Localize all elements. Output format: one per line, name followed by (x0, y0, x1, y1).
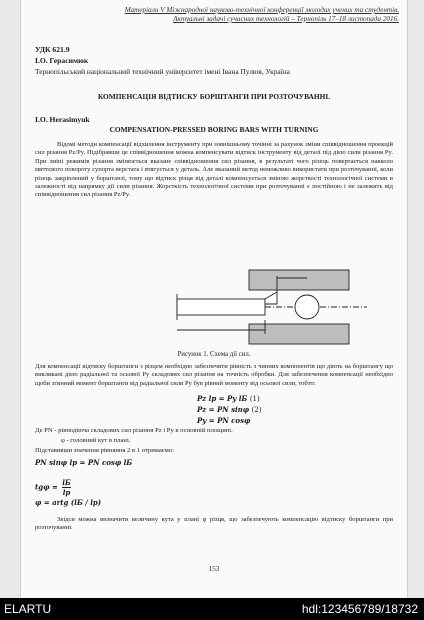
paragraph-conclusion: Звідси можна визначити величину кута у плані φ різця, що забезпечують компенсацію відтиску борштанги при розточуванні. (35, 516, 393, 532)
formula-1-number: (1) (249, 395, 260, 403)
page-number: 153 (208, 565, 220, 573)
figure-caption: Рисунок 1. Схема дії сил. (177, 351, 251, 358)
author-en: I.O. Herasimyuk (35, 115, 90, 124)
formula-1 (197, 394, 260, 403)
formula-1-expr: Pz lp = Py lБ (197, 394, 248, 403)
header-line-2: Актуальні задачі сучасних технологій – Тернопіль 17–18 листопада 2016. (173, 15, 399, 23)
text-phi: φ - головний кут в плані. (61, 437, 131, 444)
footer-bar (0, 598, 424, 620)
paper-page (20, 0, 408, 598)
affiliation: Тернопільський національний технічний університет імені Івана Пулюя, Україна (35, 67, 290, 76)
udk-code: УДК 621.9 (35, 45, 70, 54)
footer-handle[interactable]: hdl:123456789/18732 (301, 602, 418, 616)
formula-5 (35, 478, 71, 497)
boring-bar (177, 299, 265, 315)
footer-repository[interactable]: ELARTU (4, 602, 52, 616)
formula-2 (197, 405, 261, 414)
formula-3: Py = PN cosφ (197, 416, 251, 425)
bore-circle (295, 295, 319, 319)
formula-4: PN sinφ lp = PN cosφ lБ (35, 458, 133, 467)
formula-5-fraction (62, 478, 71, 497)
formula-5-denominator: lp (62, 488, 71, 497)
paragraph-compensation: Для компенсації відтиску борштанги з різцем необхідно забезпечити рівність з чинних компонентів що діють на борштангу що викликані дією радіальної та осьової Py складових сил різання на точність обробки. Для забезпечення компенсації необхідно щоби згинний момент борштанги від радіальної сили Py був рівний моменту від осьової сили, тобто: (35, 363, 393, 387)
conference-header (121, 6, 399, 24)
text-resultant: Де PN - рівнодіюча складових сил різання Pz і Py в основній площині. (35, 427, 233, 434)
title-ua: КОМПЕНСАЦІЯ ВІДТИСКУ БОРШТАНГИ ПРИ РОЗТОЧУВАННІ. (97, 92, 331, 101)
header-line-1: Матеріали V Міжнародної науково-технічної конференції молодих учених та студентів. (124, 6, 399, 14)
cutter (265, 292, 277, 304)
formula-5-numerator: lБ (62, 478, 71, 487)
author-ua: І.О. Герасимюк (35, 56, 89, 65)
title-en: COMPENSATION-PRESSED BORING BARS WITH TURNING (109, 125, 319, 134)
formula-5-lhs: tgφ = (35, 482, 58, 492)
text-substitution: Підставивши значення рівняння 2 в 1 отримаємо: (35, 447, 174, 454)
formula-2-number: (2) (251, 406, 262, 414)
workpiece-bottom (249, 324, 349, 344)
force-diagram-figure (157, 268, 387, 346)
formula-2-expr: Pz = PN sinφ (197, 405, 250, 414)
formula-6: φ = artg (lБ / lp) (35, 498, 102, 507)
paragraph-intro: Відомі методи компенсації відхилення інструменту при зовнішньому точінні за рахунок зміни співвідношення проекцій сил різання Pz/Py. Підібравши це співвідношення можна компенсувати відтиск інструменту від деталі під дією сили різання Py. При зміні режимів різання змінюється вказане співвідношення сил різання, в результаті чого різець повертається навколо миттєвого повороту супорта верстата і втягується у деталь. Але вказаний метод неможливо використати при розточуванні, коли різець закріплений у борштанзі, тому що відтиск різця від деталі компенсується зміною жорсткості технологічної системи в залежності від напрямку дії сили різання. Жорсткість технологічної системи при розточуванні є постійною і не залежить від співвідношення сил різання Pz/Py. (35, 141, 393, 199)
workpiece-top (249, 270, 349, 290)
